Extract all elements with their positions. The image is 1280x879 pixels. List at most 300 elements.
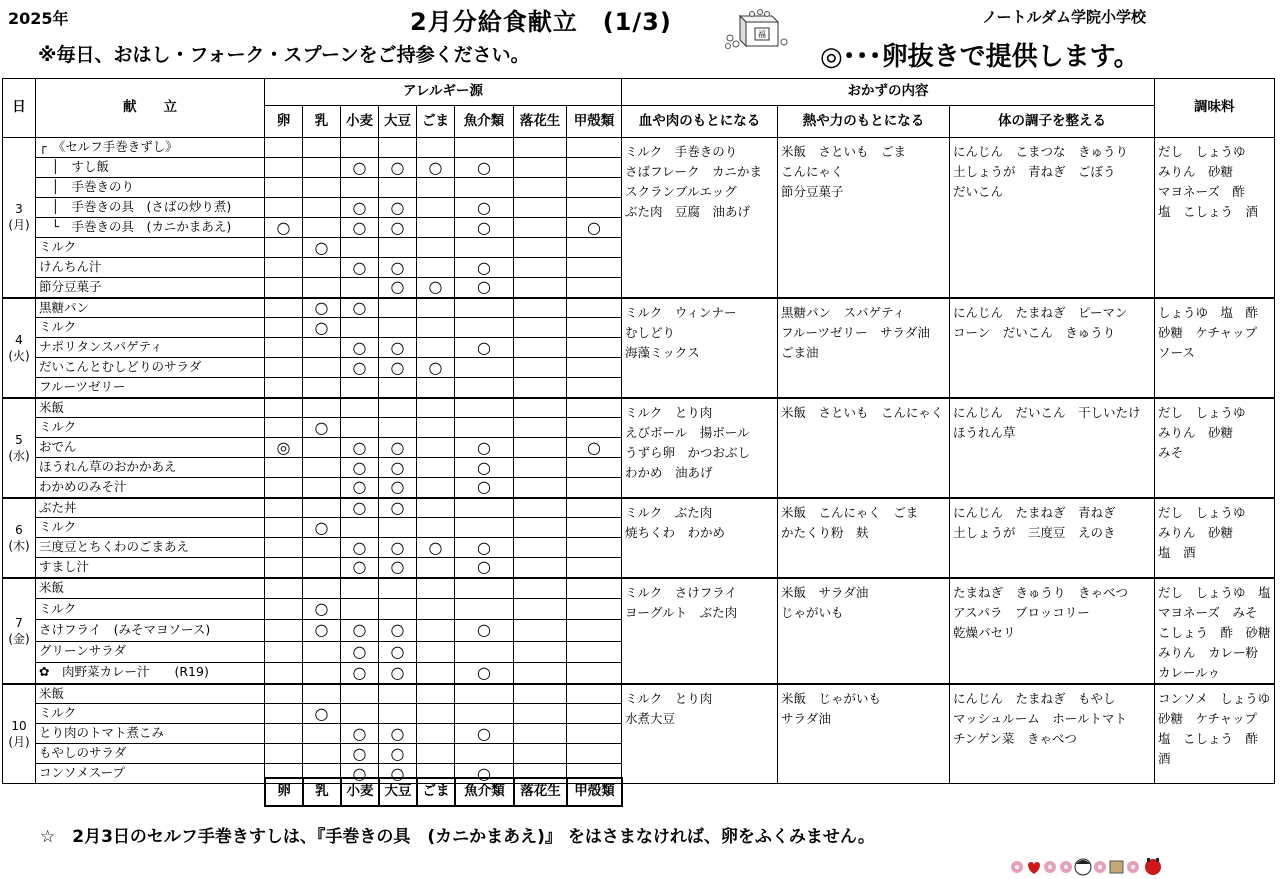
dish-name: グリーンサラダ [36,641,265,662]
dish-name: 節分豆菓子 [36,278,265,298]
footer-allergen: 落花生 [514,778,567,806]
allergen-mark [567,458,622,478]
allergen-mark [455,398,514,418]
allergen-mark [341,704,379,724]
allergen-mark: ○ [379,641,417,662]
allergen-mark [265,358,303,378]
allergen-mark: ○ [379,458,417,478]
allergen-mark [417,438,455,458]
allergen-mark: ○ [379,338,417,358]
day-cell: 5 (水) [3,398,36,498]
allergen-mark [265,158,303,178]
allergen-mark [417,518,455,538]
allergen-mark [514,258,567,278]
allergen-mark [455,684,514,704]
dish-name: 米飯 [36,578,265,599]
allergen-mark [567,724,622,744]
allergen-mark [514,518,567,538]
allergen-mark: ○ [417,278,455,298]
allergen-mark [514,218,567,238]
allergen-mark [341,518,379,538]
allergen-mark [417,704,455,724]
allergen-mark [567,662,622,683]
dish-name: │ 手巻きのり [36,178,265,198]
allergen-mark [455,518,514,538]
dish-name: さけフライ (みそマヨソース) [36,620,265,641]
allergen-mark [567,298,622,318]
allergen-mark [514,620,567,641]
allergen-mark [417,218,455,238]
header-content-group: おかずの内容 [622,79,1155,106]
allergen-mark [417,458,455,478]
allergen-mark: ○ [303,418,341,438]
allergen-mark [265,641,303,662]
allergen-mark [567,599,622,620]
allergen-mark [303,684,341,704]
allergen-mark: ○ [379,278,417,298]
allergen-mark [567,620,622,641]
allergen-mark: ○ [379,558,417,578]
allergen-mark: ○ [455,538,514,558]
allergen-mark: ○ [379,538,417,558]
allergen-mark: ○ [455,662,514,683]
dish-name: わかめのみそ汁 [36,478,265,498]
allergen-mark [303,378,341,398]
allergen-mark [265,558,303,578]
allergen-mark [514,478,567,498]
menu-table-container [2,78,1275,784]
allergen-mark [303,158,341,178]
allergen-mark [567,318,622,338]
allergen-mark [303,358,341,378]
allergen-mark [567,478,622,498]
flower-icon [1060,861,1072,873]
allergen-mark: ○ [455,278,514,298]
allergen-mark [567,498,622,518]
allergen-mark: ○ [341,158,379,178]
allergen-mark [514,662,567,683]
dish-name: もやしのサラダ [36,744,265,764]
allergen-mark [417,238,455,258]
allergen-mark [265,744,303,764]
allergen-mark: ○ [379,724,417,744]
allergen-mark [265,538,303,558]
allergen-mark: ○ [341,338,379,358]
allergen-mark [417,578,455,599]
allergen-mark [567,158,622,178]
allergen-mark [417,558,455,578]
allergen-mark: ○ [341,764,379,784]
allergen-mark [567,684,622,704]
allergen-mark: ○ [341,198,379,218]
utensils-notice: ※毎日、おはし・フォーク・スプーンをご持参ください。 [38,44,530,66]
allergen-mark: ○ [455,724,514,744]
allergen-mark [514,178,567,198]
header-allergen: 乳 [303,106,341,138]
masu-box-icon [722,6,792,50]
school-name: ノートルダム学院小学校 [982,8,1146,26]
allergen-mark [417,338,455,358]
allergen-mark [379,138,417,158]
allergen-mark [455,378,514,398]
header-content-energy: 熱や力のもとになる [778,106,950,138]
allergen-mark [514,278,567,298]
allergen-mark [567,398,622,418]
allergen-mark [514,418,567,438]
seasoning-cell: だし しょうゆ みりん 砂糖 マヨネーズ 酢 塩 こしょう 酒 [1155,138,1275,298]
allergen-mark [303,578,341,599]
allergen-mark [265,518,303,538]
allergen-mark [455,641,514,662]
allergen-mark [514,558,567,578]
allergen-mark [379,599,417,620]
allergen-mark: ○ [303,620,341,641]
oni-icon [1075,859,1091,875]
allergen-mark [265,498,303,518]
dish-name: すまし汁 [36,558,265,578]
decoration-strip [1008,855,1172,877]
allergen-mark [567,138,622,158]
allergen-mark [567,378,622,398]
oni-icon [1145,858,1161,875]
allergen-mark [417,198,455,218]
allergen-mark [417,724,455,744]
allergen-mark: ○ [455,218,514,238]
allergen-mark: ○ [379,662,417,683]
allergen-mark [567,418,622,438]
allergen-mark [265,662,303,683]
footer-allergen: 卵 [265,778,303,806]
allergen-mark [417,478,455,498]
content-blood: ミルク 手巻きのり さばフレーク カニかま スクランブルエッグ ぶた肉 豆腐 油あげ [622,138,778,298]
footer-allergen: 魚介類 [455,778,514,806]
allergen-mark [265,684,303,704]
allergen-mark [455,418,514,438]
menu-row [3,298,1275,318]
allergen-mark: ○ [567,218,622,238]
content-energy: 米飯 サラダ油 じゃがいも [778,578,950,684]
footnote: ☆ 2月3日のセルフ手巻きすしは、『手巻きの具 (カニかまあえ)』 をはさまなければ、卵をふくみません。 [40,827,875,847]
allergen-mark: ○ [455,458,514,478]
allergen-mark: ○ [379,198,417,218]
allergen-mark [303,478,341,498]
svg-text:福: 福 [758,30,766,39]
content-energy: 黒糖パン スパゲティ フルーツゼリー サラダ油 ごま油 [778,298,950,398]
content-condition: にんじん たまねぎ ピーマン コーン だいこん きゅうり [950,298,1155,398]
allergen-mark [303,438,341,458]
allergen-mark [514,138,567,158]
allergen-mark: ○ [303,704,341,724]
allergen-mark [417,318,455,338]
allergen-mark [379,178,417,198]
allergen-mark [265,578,303,599]
allergen-mark [303,258,341,278]
allergen-mark [303,744,341,764]
seasoning-cell: だし しょうゆ みりん 砂糖 塩 酒 [1155,498,1275,578]
allergen-mark [514,599,567,620]
footer-allergen: ごま [417,778,455,806]
allergen-mark [303,398,341,418]
egg-free-notice: ◎･･･卵抜きで提供します。 [820,42,1140,72]
allergen-mark: ○ [341,724,379,744]
allergen-mark [455,498,514,518]
allergen-mark [417,641,455,662]
content-condition: にんじん こまつな きゅうり 土しょうが 青ねぎ ごぼう だいこん [950,138,1155,298]
dish-name: ほうれん草のおかかあえ [36,458,265,478]
allergen-mark [455,704,514,724]
allergen-mark [341,238,379,258]
allergen-mark [455,238,514,258]
allergen-mark [265,599,303,620]
allergen-mark: ○ [303,238,341,258]
allergen-mark: ○ [455,438,514,458]
allergen-mark [341,578,379,599]
allergen-mark [265,138,303,158]
day-cell: 6 (木) [3,498,36,578]
allergen-mark [265,278,303,298]
dish-name: とり肉のトマト煮こみ [36,724,265,744]
allergen-mark [514,498,567,518]
allergen-mark [341,398,379,418]
allergen-mark [417,620,455,641]
allergen-mark [265,704,303,724]
allergen-mark [514,641,567,662]
allergen-mark [514,298,567,318]
allergen-mark: ○ [379,358,417,378]
allergen-mark [265,338,303,358]
allergen-mark [265,478,303,498]
allergen-mark: ○ [455,620,514,641]
allergen-mark [265,458,303,478]
allergen-mark: ○ [379,620,417,641]
header-seasoning: 調味料 [1155,79,1275,138]
flower-icon [1011,861,1023,873]
allergen-mark [303,338,341,358]
allergen-mark: ○ [341,358,379,378]
allergen-mark: ○ [303,318,341,338]
allergen-mark [567,744,622,764]
day-cell: 7 (金) [3,578,36,684]
allergen-mark [455,318,514,338]
dish-name: 米飯 [36,684,265,704]
allergen-mark: ○ [379,478,417,498]
flower-icon [1044,861,1056,873]
allergen-mark [514,398,567,418]
allergen-mark: ○ [303,518,341,538]
header-allergen: ごま [417,106,455,138]
allergen-mark [303,641,341,662]
allergen-mark [265,418,303,438]
dish-name: ┌ 《セルフ手巻きずし》 [36,138,265,158]
day-cell: 3 (月) [3,138,36,298]
dish-name: けんちん汁 [36,258,265,278]
allergen-mark: ○ [265,218,303,238]
allergen-mark: ○ [379,218,417,238]
allergen-mark: ○ [455,338,514,358]
dish-name: │ 手巻きの具 (さばの炒り煮) [36,198,265,218]
allergen-mark: ○ [455,198,514,218]
allergen-mark [567,278,622,298]
allergen-mark [303,498,341,518]
allergen-mark [455,599,514,620]
allergen-mark [379,518,417,538]
allergen-mark [455,358,514,378]
allergen-mark [567,178,622,198]
allergen-mark: ○ [379,744,417,764]
allergen-mark [514,704,567,724]
heart-icon [1028,862,1040,874]
dish-name: ぶた丼 [36,498,265,518]
allergen-mark: ○ [379,498,417,518]
allergen-mark: ○ [379,158,417,178]
allergen-mark [567,358,622,378]
allergen-mark [303,458,341,478]
dish-name: ミルク [36,318,265,338]
dish-name: だいこんとむしどりのサラダ [36,358,265,378]
allergen-mark: ○ [417,158,455,178]
dish-name: ✿ 肉野菜カレー汁 (R19) [36,662,265,683]
seasoning-cell: だし しょうゆ みりん 砂糖 みそ [1155,398,1275,498]
dish-name: コンソメスープ [36,764,265,784]
content-condition: にんじん たまねぎ もやし マッシュルーム ホールトマト チンゲン菜 きゃべつ [950,684,1155,784]
allergen-mark [303,178,341,198]
allergen-mark: ○ [341,498,379,518]
allergen-mark [379,684,417,704]
allergen-mark [567,538,622,558]
allergen-mark [567,238,622,258]
allergen-mark [417,178,455,198]
allergen-mark [514,578,567,599]
allergen-mark: ○ [379,258,417,278]
seasoning-cell: だし しょうゆ 塩 マヨネーズ みそ こしょう 酢 砂糖 みりん カレー粉 カレールゥ [1155,578,1275,684]
allergen-mark [265,318,303,338]
allergen-mark [567,518,622,538]
allergen-mark [514,158,567,178]
seasoning-cell: コンソメ しょうゆ 砂糖 ケチャップ 塩 こしょう 酢 酒 [1155,684,1275,784]
allergen-mark: ○ [341,458,379,478]
allergen-mark [567,641,622,662]
allergen-mark: ○ [341,744,379,764]
day-cell: 4 (火) [3,298,36,398]
allergen-mark [455,138,514,158]
dish-name: フルーツゼリー [36,378,265,398]
page-title: 2月分給食献立 (1/3) [410,8,672,36]
allergen-mark [379,378,417,398]
menu-row [3,138,1275,158]
allergen-mark: ○ [341,662,379,683]
allergen-mark: ○ [303,599,341,620]
dish-name: 三度豆とちくわのごまあえ [36,538,265,558]
allergen-mark [455,298,514,318]
allergen-mark: ○ [341,298,379,318]
allergen-mark [341,138,379,158]
allergen-mark [567,258,622,278]
allergen-mark: ○ [417,538,455,558]
content-blood: ミルク とり肉 水煮大豆 [622,684,778,784]
allergen-mark [341,318,379,338]
dish-name: ミルク [36,238,265,258]
dish-name: ミルク [36,518,265,538]
allergen-mark [303,198,341,218]
content-blood: ミルク さけフライ ヨーグルト ぶた肉 [622,578,778,684]
allergen-mark [303,662,341,683]
allergen-mark: ○ [341,438,379,458]
allergen-mark [341,178,379,198]
content-blood: ミルク とり肉 えびボール 揚ボール うずら卵 かつおぶし わかめ 油あげ [622,398,778,498]
content-energy: 米飯 じゃがいも サラダ油 [778,684,950,784]
flower-icon [1094,861,1106,873]
dish-name: ナポリタンスパゲティ [36,338,265,358]
allergen-mark [417,378,455,398]
footer-allergen: 甲殻類 [567,778,622,806]
content-condition: たまねぎ きゅうり きゃべつ アスパラ ブロッコリー 乾燥パセリ [950,578,1155,684]
menu-row [3,578,1275,599]
content-energy: 米飯 さといも ごま こんにゃく 節分豆菓子 [778,138,950,298]
allergen-mark [417,298,455,318]
allergen-mark: ○ [455,558,514,578]
header-menu: 献 立 [36,79,265,138]
allergen-mark: ○ [341,258,379,278]
menu-row [3,684,1275,704]
dish-name: ミルク [36,704,265,724]
allergen-mark: ○ [379,764,417,784]
allergen-mark [514,724,567,744]
allergen-mark [303,218,341,238]
allergen-mark: ○ [379,438,417,458]
allergen-mark [379,398,417,418]
allergen-mark [265,258,303,278]
allergen-footer-container [264,777,623,807]
allergen-mark [341,378,379,398]
allergen-mark [567,704,622,724]
content-condition: にんじん だいこん 干しいたけ ほうれん草 [950,398,1155,498]
menu-table [2,78,1275,784]
allergen-mark [265,620,303,641]
allergen-mark [341,599,379,620]
header-allergen: 小麦 [341,106,379,138]
allergen-mark [514,198,567,218]
footer-allergen: 大豆 [379,778,417,806]
allergen-mark [265,378,303,398]
allergen-mark: ○ [303,298,341,318]
allergen-mark [567,558,622,578]
allergen-mark [514,358,567,378]
allergen-mark [567,198,622,218]
dish-name: ミルク [36,418,265,438]
header-content-condition: 体の調子を整える [950,106,1155,138]
day-cell: 10 (月) [3,684,36,784]
allergen-mark [265,298,303,318]
flower-icon [1127,861,1139,873]
allergen-mark [514,438,567,458]
allergen-mark [265,198,303,218]
allergen-mark: ○ [341,218,379,238]
allergen-mark [514,538,567,558]
content-condition: にんじん たまねぎ 青ねぎ 土しょうが 三度豆 えのき [950,498,1155,578]
allergen-footer-table [264,777,623,807]
allergen-mark [303,538,341,558]
header-allergen: 落花生 [514,106,567,138]
allergen-mark: ○ [341,538,379,558]
dish-name: │ すし飯 [36,158,265,178]
allergen-mark: ○ [341,641,379,662]
content-energy: 米飯 こんにゃく ごま かたくり粉 麸 [778,498,950,578]
allergen-mark [417,662,455,683]
footer-allergen: 小麦 [341,778,379,806]
allergen-mark [417,418,455,438]
allergen-mark: ○ [341,620,379,641]
menu-row [3,398,1275,418]
